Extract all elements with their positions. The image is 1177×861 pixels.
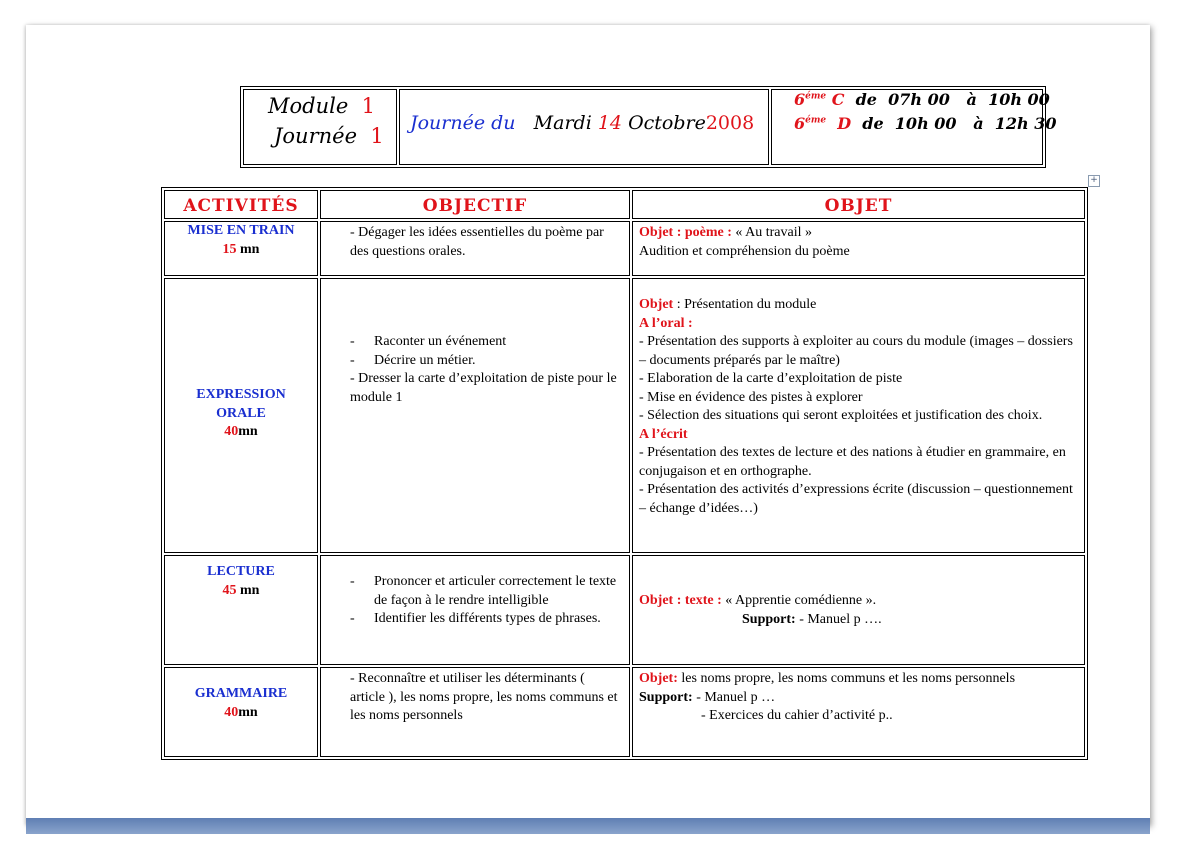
row-mise-objet	[632, 221, 1085, 276]
duration-number: 40	[224, 704, 239, 720]
duration-number: 15	[222, 241, 237, 257]
objectif-text: - Dresser la carte d’exploitation de piste pour le module 1	[350, 371, 617, 405]
schedule-line-1	[794, 90, 1050, 109]
day-number: 14	[597, 112, 623, 134]
page-bottom-bar	[26, 818, 1150, 834]
row-grammaire-objet	[632, 667, 1085, 757]
start-time: 07h 00	[888, 90, 950, 109]
to-word: à	[966, 90, 977, 109]
journee-label: Journée	[274, 124, 358, 148]
objectif-item: - Prononcer et articuler correctement le texte de façon à le rendre intelligible	[350, 573, 623, 610]
row-expr-objet	[632, 278, 1085, 553]
module-number: 1	[361, 94, 375, 118]
objet-text: « Apprentie comédienne ».	[725, 593, 877, 608]
row-lecture-objectif	[320, 555, 630, 665]
start-time: 10h 00	[894, 114, 957, 133]
col-header-activites: ACTIVITÉS	[164, 190, 318, 219]
journee-line	[274, 124, 384, 148]
day-name: Mardi	[533, 112, 592, 134]
ecrit-line: - Présentation des activités d’expressions écrite (discussion – questionnement – échange d’idées…)	[639, 482, 1073, 516]
col-header-objet: OBJET	[632, 190, 1085, 219]
duration-number: 40	[224, 424, 239, 439]
duration-unit: mn	[238, 704, 258, 720]
module-line	[268, 94, 375, 118]
row-mise-activity	[164, 221, 318, 276]
date-prefix: Journée du	[410, 112, 516, 134]
year: 2008	[705, 112, 755, 134]
ecrit-line: - Présentation des textes de lecture et des nations à étudier en grammaire, en conjugaison et en orthographe.	[639, 445, 1066, 479]
class-letter: D	[837, 114, 852, 133]
grade: 6	[794, 90, 806, 109]
objectif-item: - Décrire un métier.	[350, 352, 623, 371]
objet-label: Objet : poème :	[639, 225, 732, 240]
objet-label: Objet	[639, 297, 674, 312]
oral-label: A l’oral :	[639, 315, 693, 331]
lesson-table	[161, 187, 1088, 760]
header-table	[240, 86, 1057, 168]
row-mise-objectif: - Dégager les idées essentielles du poème par des questions orales.	[320, 221, 630, 276]
objet-label: Objet : texte :	[639, 593, 722, 608]
objet-text: : Présentation du module	[676, 297, 817, 312]
grade-suffix: éme	[805, 115, 827, 126]
table-move-handle-icon[interactable]: +	[1088, 175, 1100, 187]
row-lecture-activity	[164, 555, 318, 665]
activity-title-2: ORALE	[216, 405, 266, 421]
activity-title: MISE EN TRAIN	[187, 223, 295, 238]
activity-title: LECTURE	[207, 564, 275, 579]
month: Octobre	[628, 112, 706, 134]
row-lecture-objet	[632, 555, 1085, 665]
to-word: à	[973, 114, 984, 133]
oral-line: - Elaboration de la carte d’exploitation de piste	[639, 371, 903, 386]
ecrit-label: A l’écrit	[639, 426, 688, 442]
oral-line: - Sélection des situations qui seront exploitées et justification des choix.	[639, 408, 1043, 423]
objectif-item: - Raconter un événement	[350, 333, 623, 352]
support-label: Support:	[742, 611, 796, 627]
duration-unit: mn	[240, 582, 260, 598]
duration-number: 45	[222, 582, 237, 598]
grade-suffix: éme	[805, 91, 827, 102]
journee-number: 1	[370, 124, 384, 148]
duration-unit: mn	[238, 424, 258, 439]
schedule-line-2	[794, 114, 1057, 133]
schedule-cell	[771, 89, 1057, 165]
objet-label: Objet:	[639, 671, 678, 686]
objet-text: les noms propre, les noms communs et les noms personnels	[681, 671, 1016, 686]
duration-unit: mn	[240, 241, 260, 257]
col-header-objectif: OBJECTIF	[320, 190, 630, 219]
row-expr-activity	[164, 278, 318, 553]
row-expr-objectif	[320, 278, 630, 553]
date-line	[410, 112, 754, 134]
activity-title: EXPRESSION	[196, 387, 286, 402]
support-label: Support:	[639, 689, 693, 705]
from-word: de	[862, 114, 884, 133]
activity-title: GRAMMAIRE	[194, 686, 288, 701]
module-label: Module	[268, 94, 349, 118]
row-grammaire-activity	[164, 667, 318, 757]
from-word: de	[855, 90, 877, 109]
objet-line: Audition et compréhension du poème	[639, 243, 850, 259]
end-time: 10h 00	[988, 90, 1050, 109]
support-line: - Exercices du cahier d’activité p..	[701, 708, 893, 723]
grade: 6	[794, 114, 806, 133]
class-letter: C	[831, 90, 845, 109]
objet-text: « Au travail »	[735, 225, 813, 240]
oral-line: - Présentation des supports à exploiter au cours du module (images – dossiers – documents préparés par le maître)	[639, 334, 1073, 368]
objectif-item: - Identifier les différents types de phrases.	[350, 610, 623, 629]
oral-line: - Mise en évidence des pistes à explorer	[639, 389, 863, 405]
support-text: - Manuel p ….	[799, 611, 882, 627]
module-cell	[243, 89, 397, 165]
end-time: 12h 30	[994, 114, 1057, 133]
date-cell	[399, 89, 769, 165]
support-text: - Manuel p …	[696, 689, 776, 705]
row-grammaire-objectif: - Reconnaître et utiliser les déterminants ( article ), les noms propre, les noms communs et les noms personnels	[320, 667, 630, 757]
